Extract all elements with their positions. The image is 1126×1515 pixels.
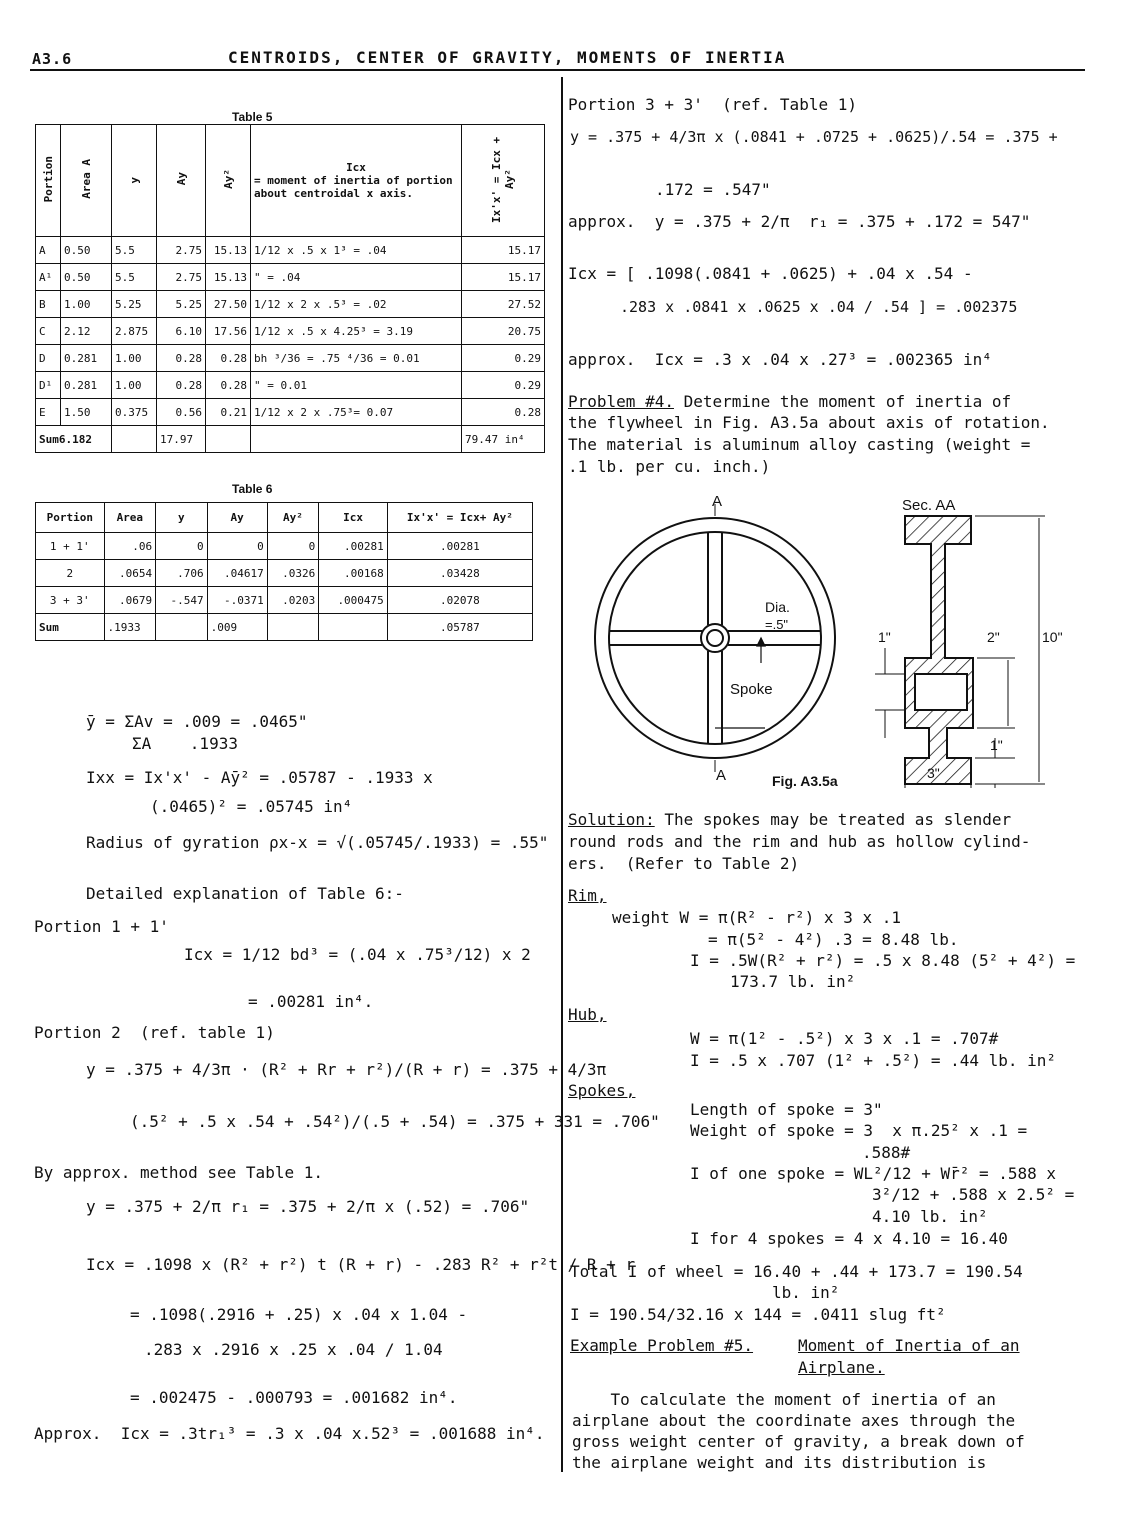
fig-dim-10: 10" (1042, 629, 1063, 645)
solution-line2: round rods and the rim and hub as hollow cylind- (568, 832, 1031, 851)
portion3-approx: approx. Icx = .3 x .04 x .27³ = .002365 in⁴ (568, 350, 992, 369)
portion3-icx1: Icx = [ .1098(.0841 + .0625) + .04 x .54 - (568, 264, 973, 283)
portion2-heading: Portion 2 (ref. table 1) (34, 1023, 275, 1042)
spokes-eq2: Weight of spoke = 3 x π.25² x .1 = (690, 1121, 1028, 1140)
t5-cell: 0.29 (462, 372, 545, 399)
t5-cell: 0.281 (61, 345, 112, 372)
t5-row (36, 264, 545, 291)
t5-cell: " = 0.01 (251, 372, 462, 399)
t5-cell: C (36, 318, 61, 345)
t5-h-ixx: Ix'x' = Icx + Ay² (462, 125, 545, 237)
portion3-heading: Portion 3 + 3' (ref. Table 1) (568, 95, 857, 114)
t5-cell: 0.281 (61, 372, 112, 399)
spokes-eq6: 4.10 lb. in² (872, 1207, 988, 1226)
t5-cell: 0.28 (206, 372, 251, 399)
t5-cell: 0.28 (462, 399, 545, 426)
t6-cell: .02078 (387, 587, 532, 614)
t5-cell: 1/12 x .5 x 1³ = .04 (251, 237, 462, 264)
t6-h-ay2: Ay² (267, 503, 319, 533)
t5-h-icx: Icx = moment of inertia of portion about centroidal x axis. (251, 125, 462, 237)
total-eq3: I = 190.54/32.16 x 144 = .0411 slug ft² (570, 1305, 946, 1324)
fig-spoke-label: Spoke (730, 681, 773, 698)
section-number: A3.6 (32, 50, 73, 68)
table6-caption: Table 6 (232, 482, 273, 496)
example5-p3: gross weight center of gravity, a break down of (572, 1432, 1025, 1451)
t6-cell: .00281 (387, 533, 532, 560)
spokes-eq5: 3²/12 + .588 x 2.5² = (872, 1185, 1075, 1204)
t5-row (36, 372, 545, 399)
fig-dim-3: 3" (927, 765, 940, 781)
t5-h-y: y (112, 125, 157, 237)
rim-eq4: 173.7 lb. in² (730, 972, 856, 991)
hub-outer (701, 624, 729, 652)
spokes-eq4: I of one spoke = WL²/12 + Wr̄² = .588 x (690, 1164, 1057, 1183)
t5-cell: 0.375 (112, 399, 157, 426)
t5-cell: 0.50 (61, 264, 112, 291)
t5-cell: A¹ (36, 264, 61, 291)
rim-outer (595, 518, 835, 758)
t6-h-ixx: Ix'x' = Icx+ Ay² (387, 503, 532, 533)
t6-cell: -.547 (156, 587, 208, 614)
portion2-icx4: = .002475 - .000793 = .001682 in⁴. (130, 1388, 458, 1407)
t6-cell: .0326 (267, 560, 319, 587)
t6-cell: 3 + 3' (36, 587, 105, 614)
t6-cell: .03428 (387, 560, 532, 587)
portion2-icx3: .283 x .2916 x .25 x .04 / 1.04 (144, 1340, 443, 1359)
example5-title: Example Problem #5. (570, 1336, 754, 1355)
t5-cell: D (36, 345, 61, 372)
t5-row (36, 237, 545, 264)
t5-cell: 0.29 (462, 345, 545, 372)
rim-inner (609, 532, 821, 744)
portion2-approx2: Approx. Icx = .3tr₁³ = .3 x .04 x.52³ = .001688 in⁴. (34, 1424, 545, 1443)
t6-cell: .00281 (319, 533, 388, 560)
portion2-icx2: = .1098(.2916 + .25) x .04 x 1.04 - (130, 1305, 468, 1324)
detail-heading: Detailed explanation of Table 6:- (86, 884, 404, 903)
t5-cell: 5.25 (157, 291, 206, 318)
t5-cell: 17.56 (206, 318, 251, 345)
fig-dim-1b: 1" (990, 737, 1003, 753)
t6-row (36, 560, 533, 587)
problem4-line4: .1 lb. per cu. inch.) (568, 457, 771, 476)
t6-cell: 0 (267, 533, 319, 560)
t5-cell: B (36, 291, 61, 318)
t6-cell: 1 + 1' (36, 533, 105, 560)
total-eq1: Total I of wheel = 16.40 + .44 + 173.7 = 190.54 (570, 1262, 1023, 1281)
t5-cell: A (36, 237, 61, 264)
solution-line3: ers. (Refer to Table 2) (568, 854, 800, 873)
portion2-icx: Icx = .1098 x (R² + r²) t (R + r) - .283 R² + r²t / R + r (86, 1255, 636, 1274)
t5-cell: 2.12 (61, 318, 112, 345)
ixx-eq1: Ixx = Ix'x' - Aȳ² = .05787 - .1933 x (86, 768, 433, 787)
fig-dim-2: 2" (987, 629, 1000, 645)
ixx-eq2: (.0465)² = .05745 in⁴ (150, 797, 353, 816)
t6-cell: .06 (104, 533, 156, 560)
t5-h-area: Area A (61, 125, 112, 237)
t6-cell: 2 (36, 560, 105, 587)
ybar-eq: ȳ = ΣAv = .009 = .0465" (86, 712, 308, 731)
t5-row (36, 318, 545, 345)
fig-label-a-top: A (712, 493, 723, 510)
table5-caption: Table 5 (232, 110, 273, 124)
portion3-icx2: .283 x .0841 x .0625 x .04 / .54 ] = .002375 (620, 298, 1018, 316)
t5-cell: 15.17 (462, 264, 545, 291)
portion11-heading: Portion 1 + 1' (34, 917, 169, 936)
t5-cell: 1/12 x .5 x 4.25³ = 3.19 (251, 318, 462, 345)
total-eq2: lb. in² (772, 1283, 840, 1302)
t5-cell: 15.17 (462, 237, 545, 264)
fig-caption: Fig. A3.5a (772, 773, 838, 789)
page-title: CENTROIDS, CENTER OF GRAVITY, MOMENTS OF INERTIA (228, 48, 787, 67)
t6-cell: .0679 (104, 587, 156, 614)
t5-cell: 5.5 (112, 264, 157, 291)
t5-cell: 1.50 (61, 399, 112, 426)
t6-sum-row: Sum .1933 .009 .05787 (36, 614, 533, 641)
example5-p1: To calculate the moment of inertia of an (572, 1390, 996, 1409)
t5-h-ay2: Ay² (206, 125, 251, 237)
t6-cell: .04617 (207, 560, 267, 587)
t5-cell: 1.00 (112, 345, 157, 372)
t5-cell: 27.50 (206, 291, 251, 318)
t5-cell: 0.21 (206, 399, 251, 426)
t6-cell: .706 (156, 560, 208, 587)
t6-row (36, 533, 533, 560)
portion2-eq2: (.5² + .5 x .54 + .54²)/(.5 + .54) = .375 + 331 = .706" (130, 1112, 660, 1131)
t6-h-portion: Portion (36, 503, 105, 533)
spokes-eq3: .588# (862, 1143, 911, 1162)
t5-sum-row: Sum6.182 17.97 79.47 in⁴ (36, 426, 545, 453)
t5-h-portion: Portion (36, 125, 61, 237)
t5-cell: 1.00 (112, 372, 157, 399)
table5 (35, 124, 545, 453)
portion11-eq: Icx = 1/12 bd³ = (.04 x .75³/12) x 2 (184, 945, 531, 964)
t5-h-ay: Ay (157, 125, 206, 237)
t6-cell: .0203 (267, 587, 319, 614)
section-aa-shape (905, 516, 973, 784)
t6-row (36, 587, 533, 614)
fig-label-a-bot: A (716, 767, 727, 784)
t6-cell: .0654 (104, 560, 156, 587)
portion2-eq1: y = .375 + 4/3π · (R² + Rr + r²)/(R + r) = .375 + 4/3π (86, 1060, 607, 1079)
hub-eq1: W = π(1² - .5²) x 3 x .1 = .707# (690, 1029, 999, 1048)
header-rule (30, 69, 1085, 71)
t6-h-ay: Ay (207, 503, 267, 533)
t6-cell: 0 (156, 533, 208, 560)
t5-cell: 0.28 (206, 345, 251, 372)
t5-cell: 27.52 (462, 291, 545, 318)
problem4-line2: the flywheel in Fig. A3.5a about axis of rotation. (568, 413, 1050, 432)
t5-cell: 1/12 x 2 x .5³ = .02 (251, 291, 462, 318)
spokes-eq1: Length of spoke = 3" (690, 1100, 883, 1119)
example5-sub1: Moment of Inertia of an (798, 1336, 1020, 1355)
hub-inner (707, 630, 723, 646)
t6-h-y: y (156, 503, 208, 533)
t6-cell: -.0371 (207, 587, 267, 614)
t6-h-area: Area (104, 503, 156, 533)
fig-sec-label: Sec. AA (902, 497, 956, 514)
t5-cell: 2.875 (112, 318, 157, 345)
fig-dim-1: 1" (878, 629, 891, 645)
portion3-eq1: y = .375 + 4/3π x (.0841 + .0725 + .0625)/.54 = .375 + (570, 128, 1058, 146)
t5-row (36, 345, 545, 372)
t6-cell: 0 (207, 533, 267, 560)
t5-cell: 1/12 x 2 x .75³= 0.07 (251, 399, 462, 426)
rim-eq2: = π(5² - 4²) .3 = 8.48 lb. (708, 930, 959, 949)
portion11-result: = .00281 in⁴. (248, 992, 374, 1011)
t6-cell: .00168 (319, 560, 388, 587)
rim-heading: Rim, (568, 886, 607, 905)
t5-cell: 20.75 (462, 318, 545, 345)
t6-h-icx: Icx (319, 503, 388, 533)
problem4: Problem #4. Determine the moment of inertia of (568, 392, 1012, 411)
example5-p4: the airplane weight and its distribution is (572, 1453, 987, 1472)
portion3-eq2: .172 = .547" (655, 180, 771, 199)
portion3-eq3: approx. y = .375 + 2/π r₁ = .375 + .172 = 547" (568, 212, 1031, 231)
portion2-approx: By approx. method see Table 1. (34, 1163, 323, 1182)
rim-eq1: weight W = π(R² - r²) x 3 x .1 (612, 908, 901, 927)
radius-gyration: Radius of gyration ρx-x = √(.05745/.1933) = .55" (86, 833, 549, 852)
t5-cell: 0.28 (157, 345, 206, 372)
t5-cell: 5.25 (112, 291, 157, 318)
t5-cell: bh ³/36 = .75 ⁴/36 = 0.01 (251, 345, 462, 372)
t5-row (36, 399, 545, 426)
t5-cell: " = .04 (251, 264, 462, 291)
t5-cell: 0.56 (157, 399, 206, 426)
t5-cell: 15.13 (206, 237, 251, 264)
example5-p2: airplane about the coordinate axes through the (572, 1411, 1016, 1430)
fig-dia-label: Dia. (765, 599, 790, 615)
table6 (35, 502, 533, 641)
t5-cell: 15.13 (206, 264, 251, 291)
t5-cell: 6.10 (157, 318, 206, 345)
t5-cell: 1.00 (61, 291, 112, 318)
fig-dia-value: =.5" (765, 617, 789, 632)
t5-cell: E (36, 399, 61, 426)
spokes-eq7: I for 4 spokes = 4 x 4.10 = 16.40 (690, 1229, 1008, 1248)
t5-cell: D¹ (36, 372, 61, 399)
spokes-heading: Spokes, (568, 1081, 636, 1100)
rim-eq3: I = .5W(R² + r²) = .5 x 8.48 (5² + 4²) = (690, 951, 1076, 970)
t5-cell: 2.75 (157, 237, 206, 264)
t5-cell: 5.5 (112, 237, 157, 264)
t5-cell: 0.50 (61, 237, 112, 264)
t5-cell: 2.75 (157, 264, 206, 291)
t6-cell: .000475 (319, 587, 388, 614)
problem4-line3: The material is aluminum alloy casting (weight = (568, 435, 1031, 454)
hub-heading: Hub, (568, 1005, 607, 1024)
ybar-den: ΣA .1933 (132, 734, 238, 753)
t5-cell: 0.28 (157, 372, 206, 399)
portion2-eq3: y = .375 + 2/π r₁ = .375 + 2/π x (.52) = .706" (86, 1197, 530, 1216)
t5-row (36, 291, 545, 318)
solution-line1: Solution: The spokes may be treated as slender (568, 810, 1012, 829)
example5-sub2: Airplane. (798, 1358, 885, 1377)
hub-eq2: I = .5 x .707 (1² + .5²) = .44 lb. in² (690, 1051, 1057, 1070)
